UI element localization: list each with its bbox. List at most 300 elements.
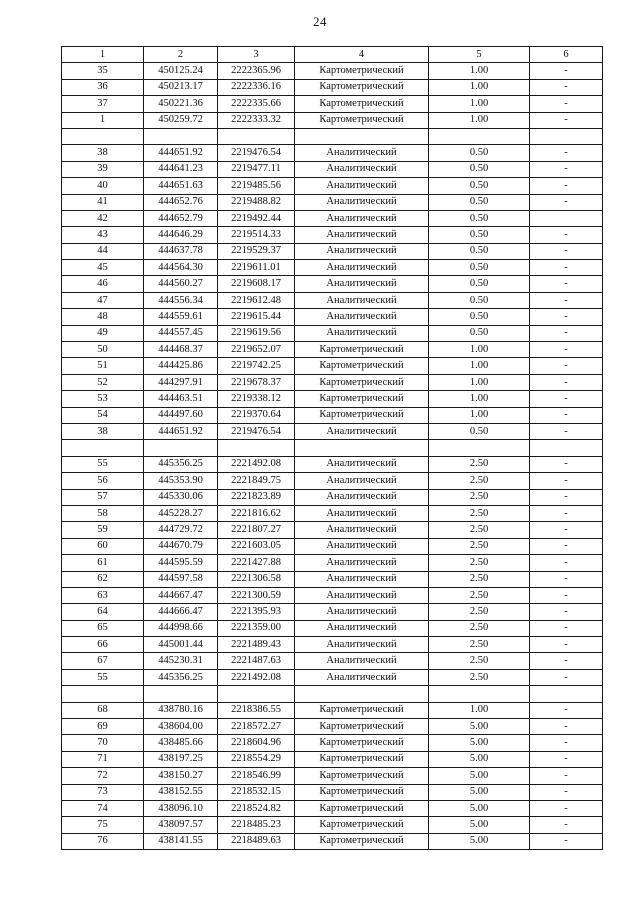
cell-method: Картометрический [295,374,429,390]
cell-point-number: 35 [62,63,144,79]
cell-method [295,440,429,456]
cell-accuracy: 0.50 [429,178,530,194]
cell-method: Картометрический [295,112,429,128]
cell-method: Аналитический [295,456,429,472]
cell-method: Картометрический [295,358,429,374]
cell-method: Картометрический [295,63,429,79]
cell-x: 444468.37 [144,342,218,358]
table-row [62,440,603,456]
cell-y: 2219488.82 [218,194,295,210]
cell-x: 438197.25 [144,751,218,767]
table-row [62,260,603,276]
cell-x: 444667.47 [144,587,218,603]
page-number: 24 [313,14,327,29]
cell-description: - [530,145,603,161]
cell-method: Картометрический [295,751,429,767]
cell-y: 2221603.05 [218,538,295,554]
cell-accuracy: 2.50 [429,637,530,653]
cell-x: 444651.92 [144,145,218,161]
table-row [62,653,603,669]
cell-accuracy: 0.50 [429,161,530,177]
cell-description: - [530,522,603,538]
table-row [62,833,603,849]
cell-accuracy: 1.00 [429,374,530,390]
table-row [62,178,603,194]
cell-x: 445356.25 [144,669,218,685]
cell-x: 444556.34 [144,292,218,308]
cell-method: Аналитический [295,587,429,603]
cell-point-number: 76 [62,833,144,849]
cell-x [144,128,218,144]
cell-method: Аналитический [295,620,429,636]
cell-description: - [530,505,603,521]
table-row [62,719,603,735]
cell-description: - [530,800,603,816]
table-row [62,292,603,308]
header-cell-x: 2 [144,47,218,63]
header-cell-point-number: 1 [62,47,144,63]
cell-point-number: 60 [62,538,144,554]
cell-description: - [530,374,603,390]
cell-point-number: 43 [62,227,144,243]
cell-point-number: 39 [62,161,144,177]
table-row [62,473,603,489]
table-row [62,391,603,407]
cell-method: Картометрический [295,407,429,423]
table-row [62,702,603,718]
table-row [62,407,603,423]
cell-description: - [530,391,603,407]
cell-y: 2218546.99 [218,768,295,784]
cell-y: 2222336.16 [218,79,295,95]
table-row [62,374,603,390]
cell-method: Картометрический [295,719,429,735]
cell-description: - [530,260,603,276]
cell-description: - [530,620,603,636]
table-row [62,784,603,800]
cell-point-number: 66 [62,637,144,653]
cell-point-number: 63 [62,587,144,603]
cell-point-number: 44 [62,243,144,259]
cell-accuracy: 0.50 [429,243,530,259]
cell-accuracy: 1.00 [429,391,530,407]
cell-point-number: 37 [62,96,144,112]
table-row [62,309,603,325]
cell-method: Аналитический [295,473,429,489]
cell-method: Картометрический [295,768,429,784]
table-row [62,96,603,112]
cell-y: 2219476.54 [218,423,295,439]
cell-y: 2219370.64 [218,407,295,423]
cell-accuracy: 5.00 [429,784,530,800]
cell-point-number: 68 [62,702,144,718]
cell-accuracy: 2.50 [429,587,530,603]
cell-x: 445230.31 [144,653,218,669]
table-row [62,325,603,341]
cell-accuracy: 1.00 [429,79,530,95]
cell-point-number: 53 [62,391,144,407]
cell-accuracy: 2.50 [429,489,530,505]
cell-description: - [530,555,603,571]
cell-x: 444670.79 [144,538,218,554]
cell-method: Картометрический [295,702,429,718]
table-row [62,587,603,603]
cell-point-number: 72 [62,768,144,784]
cell-y: 2221427.88 [218,555,295,571]
cell-accuracy: 1.00 [429,96,530,112]
cell-description: - [530,63,603,79]
cell-x: 444595.59 [144,555,218,571]
cell-y: 2219611.01 [218,260,295,276]
table-row [62,456,603,472]
cell-x: 438097.57 [144,817,218,833]
cell-x: 450125.24 [144,63,218,79]
cell-y: 2221487.63 [218,653,295,669]
cell-description: - [530,96,603,112]
cell-description: - [530,604,603,620]
cell-x: 444651.92 [144,423,218,439]
cell-y: 2219678.37 [218,374,295,390]
cell-description: - [530,309,603,325]
cell-description: - [530,719,603,735]
header-cell-method: 4 [295,47,429,63]
cell-x: 438485.66 [144,735,218,751]
cell-accuracy: 1.00 [429,358,530,374]
cell-accuracy: 2.50 [429,555,530,571]
cell-point-number: 64 [62,604,144,620]
cell-method: Аналитический [295,538,429,554]
cell-point-number: 71 [62,751,144,767]
cell-description: - [530,571,603,587]
cell-accuracy: 0.50 [429,145,530,161]
cell-y: 2221300.59 [218,587,295,603]
cell-method: Аналитический [295,423,429,439]
cell-method: Картометрический [295,735,429,751]
cell-description: - [530,538,603,554]
cell-method: Аналитический [295,243,429,259]
table-row [62,128,603,144]
cell-description: - [530,473,603,489]
cell-description: - [530,161,603,177]
cell-x: 444646.29 [144,227,218,243]
cell-point-number: 50 [62,342,144,358]
cell-description [530,440,603,456]
table-row [62,342,603,358]
cell-y: 2219619.56 [218,325,295,341]
cell-y: 2222335.66 [218,96,295,112]
table-row [62,555,603,571]
cell-y: 2219492.44 [218,210,295,226]
cell-method: Картометрический [295,96,429,112]
cell-method: Аналитический [295,604,429,620]
table-row [62,112,603,128]
cell-accuracy: 0.50 [429,194,530,210]
cell-description: - [530,456,603,472]
cell-accuracy: 1.00 [429,407,530,423]
cell-y: 2219529.37 [218,243,295,259]
cell-method: Аналитический [295,637,429,653]
cell-y: 2219608.17 [218,276,295,292]
cell-y: 2218386.55 [218,702,295,718]
cell-point-number: 36 [62,79,144,95]
cell-y [218,128,295,144]
table-row [62,620,603,636]
cell-description: - [530,768,603,784]
cell-accuracy: 2.50 [429,505,530,521]
cell-description: - [530,423,603,439]
cell-y: 2222333.32 [218,112,295,128]
cell-accuracy: 0.50 [429,260,530,276]
cell-accuracy: 2.50 [429,473,530,489]
cell-method: Картометрический [295,817,429,833]
cell-method: Аналитический [295,178,429,194]
cell-accuracy: 5.00 [429,833,530,849]
cell-method: Картометрический [295,342,429,358]
cell-accuracy [429,686,530,702]
cell-description: - [530,194,603,210]
cell-point-number: 45 [62,260,144,276]
cell-point-number: 41 [62,194,144,210]
cell-method: Аналитический [295,669,429,685]
cell-x: 444652.79 [144,210,218,226]
cell-point-number: 54 [62,407,144,423]
cell-point-number: 70 [62,735,144,751]
cell-description: - [530,79,603,95]
table-row [62,210,603,226]
cell-accuracy: 0.50 [429,292,530,308]
header-row [62,47,603,63]
cell-method: Картометрический [295,800,429,816]
cell-accuracy [429,440,530,456]
cell-method: Аналитический [295,571,429,587]
cell-y [218,440,295,456]
cell-x: 444637.78 [144,243,218,259]
cell-x: 450259.72 [144,112,218,128]
cell-y: 2218572.27 [218,719,295,735]
cell-point-number: 51 [62,358,144,374]
cell-x: 444560.27 [144,276,218,292]
cell-point-number: 61 [62,555,144,571]
cell-method: Аналитический [295,145,429,161]
table-row [62,79,603,95]
cell-x: 445353.90 [144,473,218,489]
cell-y: 2221823.89 [218,489,295,505]
cell-y: 2218489.63 [218,833,295,849]
cell-point-number: 57 [62,489,144,505]
cell-method: Аналитический [295,555,429,571]
cell-y: 2221359.00 [218,620,295,636]
cell-accuracy: 2.50 [429,456,530,472]
table-row [62,522,603,538]
cell-point-number: 65 [62,620,144,636]
cell-accuracy: 2.50 [429,538,530,554]
cell-description: - [530,276,603,292]
cell-accuracy: 0.50 [429,325,530,341]
cell-y [218,686,295,702]
cell-point-number: 62 [62,571,144,587]
cell-accuracy: 2.50 [429,604,530,620]
table-row [62,161,603,177]
cell-description [530,128,603,144]
cell-y: 2218524.82 [218,800,295,816]
cell-x [144,440,218,456]
cell-method: Аналитический [295,522,429,538]
cell-y: 2221489.43 [218,637,295,653]
cell-x: 444666.47 [144,604,218,620]
table-row [62,194,603,210]
table-row [62,669,603,685]
cell-x: 445330.06 [144,489,218,505]
cell-method [295,128,429,144]
header-cell-y: 3 [218,47,295,63]
cell-accuracy: 0.50 [429,210,530,226]
cell-method: Аналитический [295,227,429,243]
cell-description: - [530,227,603,243]
cell-accuracy [429,128,530,144]
cell-y: 2219477.11 [218,161,295,177]
cell-x: 444559.61 [144,309,218,325]
cell-x: 444557.45 [144,325,218,341]
cell-point-number: 49 [62,325,144,341]
cell-y: 2219514.33 [218,227,295,243]
cell-method: Аналитический [295,161,429,177]
cell-point-number: 52 [62,374,144,390]
cell-point-number: 56 [62,473,144,489]
table-row [62,276,603,292]
table-row [62,768,603,784]
cell-accuracy: 0.50 [429,423,530,439]
cell-description: - [530,784,603,800]
table-row [62,735,603,751]
cell-point-number [62,128,144,144]
cell-point-number: 48 [62,309,144,325]
cell-point-number: 55 [62,456,144,472]
cell-method [295,686,429,702]
cell-method: Картометрический [295,784,429,800]
cell-method: Аналитический [295,505,429,521]
cell-x: 444641.23 [144,161,218,177]
cell-accuracy: 2.50 [429,669,530,685]
cell-accuracy: 5.00 [429,719,530,735]
cell-description: - [530,407,603,423]
cell-method: Аналитический [295,325,429,341]
table-row [62,145,603,161]
cell-y: 2219742.25 [218,358,295,374]
table-row [62,538,603,554]
cell-point-number: 67 [62,653,144,669]
cell-x: 444463.51 [144,391,218,407]
cell-x: 438150.27 [144,768,218,784]
cell-method: Картометрический [295,79,429,95]
cell-y: 2221492.08 [218,669,295,685]
cell-method: Аналитический [295,489,429,505]
table-row [62,423,603,439]
cell-point-number: 46 [62,276,144,292]
cell-y: 2218554.29 [218,751,295,767]
cell-x: 444497.60 [144,407,218,423]
cell-description [530,210,603,226]
cell-accuracy: 5.00 [429,800,530,816]
cell-description: - [530,178,603,194]
cell-y: 2218485.23 [218,817,295,833]
cell-point-number: 55 [62,669,144,685]
cell-accuracy: 2.50 [429,653,530,669]
cell-point-number: 40 [62,178,144,194]
cell-y: 2221492.08 [218,456,295,472]
cell-description: - [530,735,603,751]
cell-x: 438152.55 [144,784,218,800]
cell-point-number: 73 [62,784,144,800]
cell-y: 2219476.54 [218,145,295,161]
cell-y: 2221849.75 [218,473,295,489]
cell-description: - [530,292,603,308]
cell-y: 2219612.48 [218,292,295,308]
cell-point-number: 75 [62,817,144,833]
cell-accuracy: 1.00 [429,63,530,79]
cell-x: 438141.55 [144,833,218,849]
cell-y: 2221816.62 [218,505,295,521]
cell-accuracy: 2.50 [429,522,530,538]
table-row [62,817,603,833]
cell-description: - [530,112,603,128]
cell-method: Картометрический [295,391,429,407]
cell-accuracy: 1.00 [429,342,530,358]
table-row [62,63,603,79]
cell-point-number: 74 [62,800,144,816]
cell-x: 450221.36 [144,96,218,112]
cell-method: Аналитический [295,260,429,276]
cell-description: - [530,637,603,653]
cell-description: - [530,751,603,767]
cell-x: 450213.17 [144,79,218,95]
cell-accuracy: 0.50 [429,309,530,325]
header-cell-description: 6 [530,47,603,63]
cell-description: - [530,702,603,718]
cell-accuracy: 0.50 [429,276,530,292]
cell-point-number: 47 [62,292,144,308]
table-body [62,63,603,850]
cell-y: 2218532.15 [218,784,295,800]
cell-x: 444564.30 [144,260,218,276]
cell-description: - [530,653,603,669]
cell-x: 444998.66 [144,620,218,636]
cell-x: 444297.91 [144,374,218,390]
cell-y: 2222365.96 [218,63,295,79]
cell-y: 2219338.12 [218,391,295,407]
cell-x: 438780.16 [144,702,218,718]
table-row [62,505,603,521]
cell-point-number: 1 [62,112,144,128]
cell-x: 438604.00 [144,719,218,735]
cell-x: 444651.63 [144,178,218,194]
cell-accuracy: 2.50 [429,571,530,587]
cell-point-number [62,686,144,702]
cell-description: - [530,587,603,603]
table-row [62,751,603,767]
cell-description: - [530,358,603,374]
cell-description: - [530,342,603,358]
cell-y: 2221395.93 [218,604,295,620]
cell-x: 445001.44 [144,637,218,653]
table-row [62,571,603,587]
cell-y: 2219615.44 [218,309,295,325]
cell-x: 444597.58 [144,571,218,587]
cell-accuracy: 1.00 [429,112,530,128]
cell-point-number: 59 [62,522,144,538]
cell-description: - [530,817,603,833]
cell-accuracy: 2.50 [429,620,530,636]
cell-x: 445228.27 [144,505,218,521]
